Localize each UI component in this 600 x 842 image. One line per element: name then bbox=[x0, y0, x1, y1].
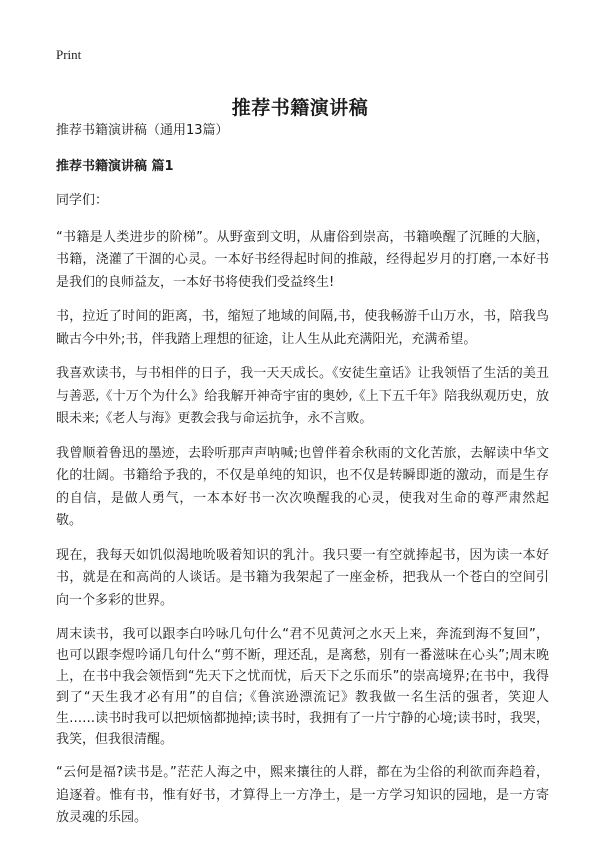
greeting: 同学们： bbox=[56, 193, 109, 208]
paragraph: 现在，我每天如饥似渴地吮吸着知识的乳汁。我只要一有空就捧起书，因为读一本好书，就是在和高尚的人谈话。是书籍为我架起了一座金桥，把我从一个苍白的空间引向一个多彩的世界。 bbox=[56, 547, 549, 608]
document-title: 推荐书籍演讲稿 bbox=[231, 96, 369, 119]
document-body bbox=[56, 120, 549, 842]
document-subtitle: 推荐书籍演讲稿（通用13篇） bbox=[56, 123, 229, 138]
paragraph: 我曾顺着鲁迅的墨迹，去聆听那声声呐喊;也曾伴着余秋雨的文化苦旅，去解读中华文化的壮阔。书籍给予我的，不仅是单纯的知识，也不仅是转瞬即逝的激动，而是生存的自信，是做人勇气，一本本好书一次次唤醒我的心灵，使我对生命的尊严肃然起敬。 bbox=[56, 445, 549, 528]
section-heading: 推荐书籍演讲稿 篇1 bbox=[56, 158, 174, 174]
paragraph: 我喜欢读书，与书相伴的日子，我一天天成长。《安徒生童话》让我领悟了生活的美丑与善恶,《十万个为什么》给我解开神奇宇宙的奥妙,《上下五千年》陪我纵观历史，放眼未来;《老人与海》更教会我与命运抗争，永不言败。 bbox=[56, 366, 549, 426]
paragraph: 周末读书，我可以跟李白吟咏几句什么“君不见黄河之水天上来，奔流到海不复回”，也可以跟李煜吟诵几句什么“剪不断，理还乱，是离愁，别有一番滋味在心头”;周末晚上，在书中我会领悟到“先天下之忧而忧，后天下之乐而乐”的崇高境界;在书中，我得到了“天生我才必有用”的自信;《鲁滨逊漂流记》教我做一名生活的强者，笑迎人生……读书时我可以把烦恼都抛掉;读书时，我拥有了一片宁静的心境;读书时，我哭，我笑，但我很清醒。 bbox=[56, 627, 549, 747]
paragraph: “云何是福?读书是。”茫茫人海之中，熙来攘往的人群，都在为尘俗的利欲而奔趋着，追逐着。惟有书，惟有好书，才算得上一方净土，是一方学习知识的园地，是一方寄放灵魂的乐园。 bbox=[56, 765, 549, 825]
print-link[interactable]: Print bbox=[56, 47, 82, 62]
paragraph: 书，拉近了时间的距离，书，缩短了地域的间隔,书，使我畅游千山万水，书，陪我鸟瞰古今中外;书，伴我踏上理想的征途，让人生从此充满阳光，充满希望。 bbox=[56, 309, 549, 347]
paragraph: “书籍是人类进步的阶梯”。从野蛮到文明，从庸俗到崇高，书籍唤醒了沉睡的大脑，书籍，浇灌了干涸的心灵。一本好书经得起时间的推敲，经得起岁月的打磨,一本好书是我们的良师益友，一本好书将使我们受益终生! bbox=[56, 229, 549, 290]
